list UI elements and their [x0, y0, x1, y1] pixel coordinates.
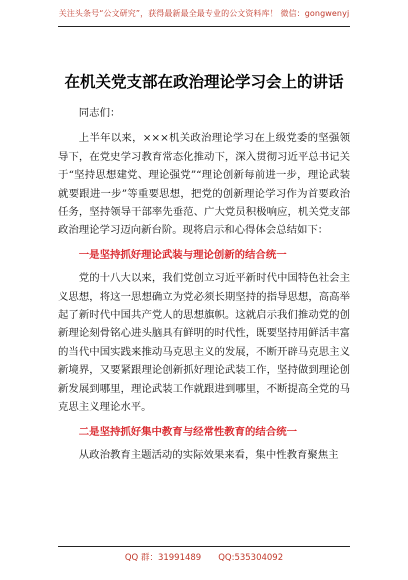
section-heading-1: 一是坚持抓好理论武装与理论创新的结合统一	[78, 248, 287, 261]
salutation: 同志们：	[78, 107, 121, 119]
section-paragraph-1: 党的十八大以来，我们党创立习近平新时代中国特色社会主义思想，将这一思想确立为党必须长期坚持的指导思想，高高举起了新时代中国共产党人的思想旗帜。这就启示我们推动党的创新理论刻骨铭心进头脑具有鲜明的时代性，既要坚持用鲜活丰富的当代中国实践来推动马克思主义的发展，不断开辟马克思主义新境界，又要紧跟理论创新抓好理论武装工作，坚持做到理论创新发展到哪里，理论武装工作就跟进到哪里，不断提高全党的马克思主义理论水平。	[58, 272, 350, 414]
document-title: 在机关党支部在政治理论学习会上的讲话	[64, 73, 344, 91]
footer-divider	[58, 546, 350, 547]
header-divider	[58, 26, 350, 27]
footer-contact-note: QQ 群：31991489 QQ:535304092	[124, 553, 284, 563]
intro-paragraph: 上半年以来，×××机关政治理论学习在上级党委的坚强领导下，在党史学习教育常态化推动下，深入贯彻习近平总书记关于“坚持思想建党、理论强党”“理论创新每前进一步，理论武装就要跟进一步”等重要思想，把党的创新理论学习作为首要政治任务，坚持领导干部率先垂范、广大党员积极响应，机关党支部政治理论学习迈向新台阶。现将启示和心得体会总结如下：	[58, 132, 350, 237]
section-heading-2: 二是坚持抓好集中教育与经常性教育的结合统一	[78, 425, 297, 438]
section-paragraph-2: 从政治教育主题活动的实际效果来看，集中性教育聚焦主	[78, 448, 339, 461]
header-promo-note: 关注头条号“公文研究”，获得最新最全最专业的公文资料库！ 微信：gongwenyj	[58, 9, 350, 18]
document-body	[58, 104, 350, 464]
